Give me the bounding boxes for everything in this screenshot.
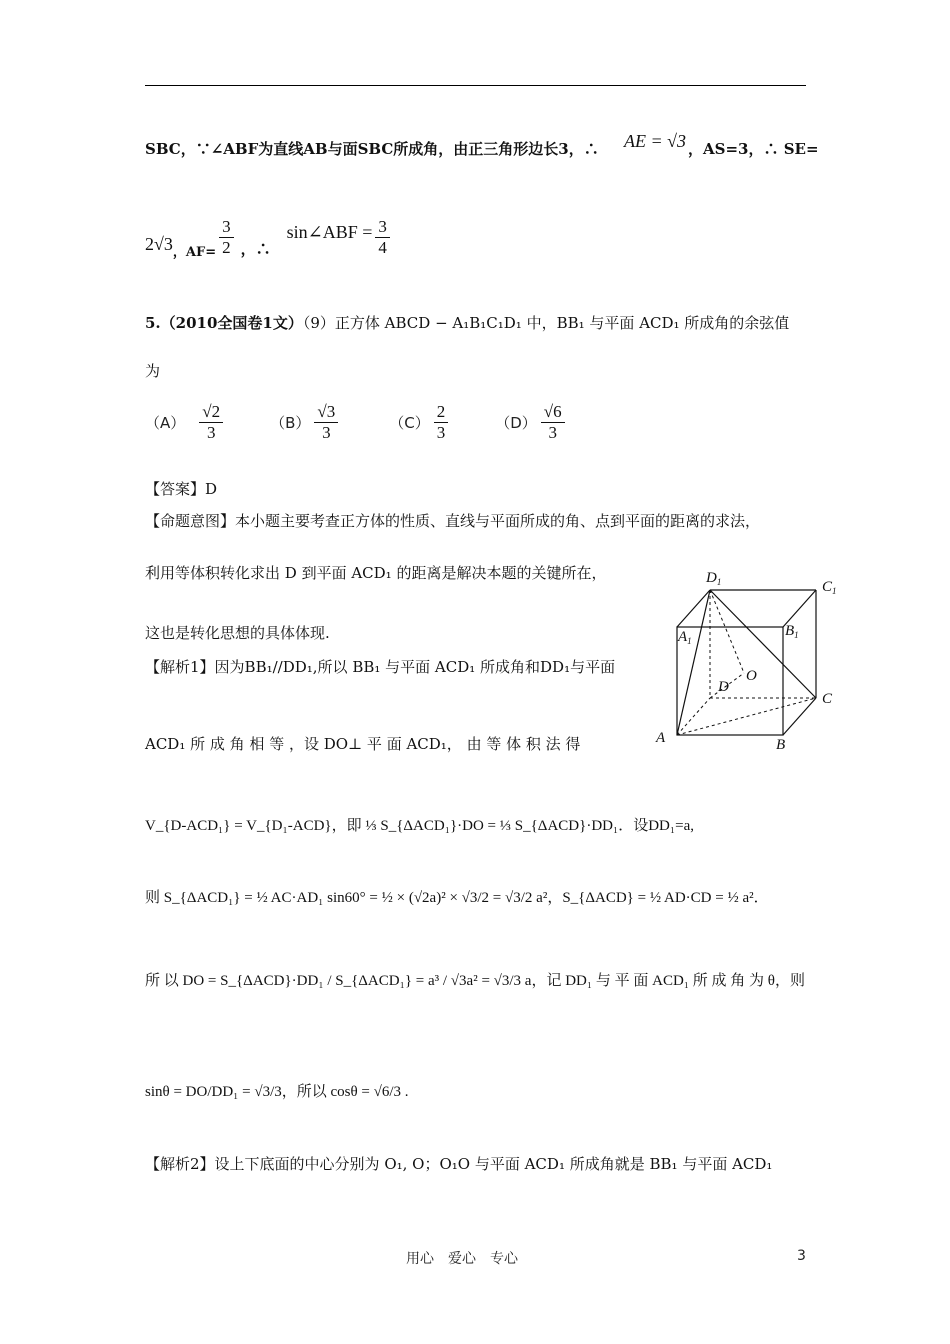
sin-den: 4 (378, 238, 387, 257)
problem-5-text: （9）正方体 ABCD − A₁B₁C₁D₁ 中，BB₁ 与平面 ACD₁ 所成角的余弦值 (302, 314, 790, 332)
edge-cb (783, 698, 816, 735)
label-o: O (746, 668, 757, 684)
problem-5-head: 5.（2010全国卷1文） (145, 314, 303, 332)
label-d1: $D_1$ (706, 570, 722, 587)
option-b-label: （B） (270, 414, 311, 432)
option-a-den: 3 (206, 423, 216, 442)
se-value: 2√3 (145, 234, 173, 254)
option-a-label: （A） (145, 414, 186, 432)
cube-figure (650, 565, 850, 755)
label-b1: $B_1$ (785, 623, 799, 640)
sin-fraction (375, 217, 390, 258)
label-a1: $A_1$ (678, 629, 692, 646)
problem-5 (145, 312, 789, 333)
solution1-line-1: 【解析1】因为BB₁//DD₁,所以 BB₁ 与平面 ACD₁ 所成角和DD₁与平面 (145, 658, 616, 676)
option-d-frac (541, 402, 565, 443)
solution1-line-3: V_{D-ACD₁} = V_{D₁-ACD}，即 ⅓ S_{ΔACD₁}·DO = ⅓ S_{ΔACD}·DD₁．设DD₁=a, (145, 818, 694, 834)
edge-a1d1 (677, 590, 710, 627)
label-a: A (656, 730, 666, 746)
sin-abf: sin∠ABF = (286, 222, 373, 242)
option-d-den: 3 (548, 423, 557, 442)
intent-line-3: 这也是转化思想的具体体现. (145, 624, 330, 642)
option-d-label: （D） (495, 414, 537, 432)
option-b-den: 3 (322, 423, 331, 442)
option-a-frac (199, 402, 223, 443)
option-c-den: 3 (436, 423, 446, 442)
line-d1a (677, 590, 710, 735)
edge-c1b1 (783, 590, 816, 627)
solution1-line-5: 所 以 DO = S_{ΔACD}·DD₁ / S_{ΔACD₁} = a³ / √3a² = √3/3 a，记 DD₁ 与 平 面 ACD₁ 所 成 角 为 θ，则 (145, 973, 805, 989)
hidden-line-ac (677, 698, 816, 735)
intent-line-2: 利用等体积转化求出 D 到平面 ACD₁ 的距离是解决本题的关键所在， (145, 564, 607, 582)
problem-5-text2: 为 (145, 362, 161, 380)
solution1-line-6: sinθ = DO/DD₁ = √3/3，所以 cosθ = √6/3 . (145, 1084, 409, 1100)
therefore: ，∴ (240, 240, 271, 258)
hidden-line-d1o (710, 590, 744, 673)
af-label: ，AF= (172, 245, 217, 260)
cube-front-face (677, 627, 783, 735)
af-fraction (219, 217, 234, 258)
label-c: C (822, 691, 833, 707)
option-c-label: （C） (389, 414, 430, 432)
label-c1: $C_1$ (822, 579, 837, 596)
label-b: B (776, 737, 786, 753)
option-c-frac (434, 402, 449, 443)
options-row (145, 402, 568, 443)
hidden-edge-ad (677, 698, 710, 735)
sin-num: 3 (375, 217, 390, 238)
option-b-num: √3 (314, 402, 338, 423)
option-c-num: 2 (434, 402, 449, 423)
header-rule (145, 85, 806, 86)
option-d-num: √6 (541, 402, 565, 423)
af-num: 3 (219, 217, 234, 238)
intent-line-1: 【命题意图】本小题主要考查正方体的性质、直线与平面所成的角、点到平面的距离的求法， (145, 512, 761, 530)
label-d: D (718, 679, 729, 695)
option-a-num: √2 (199, 402, 223, 423)
solution1-line-4: 则 S_{ΔACD₁} = ½ AC·AD₁ sin60° = ½ × (√2a)² × √3/2 = √3/2 a²，S_{ΔACD} = ½ AD·CD = ½ a²． (145, 890, 769, 906)
solution2: 【解析2】设上下底面的中心分别为 O₁, O；O₁O 与平面 ACD₁ 所成角就是 BB₁ 与平面 ACD₁ (145, 1155, 773, 1173)
line1-mid: ，AS=3，∴ SE= (688, 140, 819, 158)
solution1-line-2: ACD₁ 所 成 角 相 等 ，设 DO⊥ 平 面 ACD₁， 由 等 体 积 法 得 (145, 735, 581, 753)
text-line-2 (145, 215, 393, 260)
text-line-1 (145, 138, 599, 159)
option-b-frac (314, 402, 338, 443)
line1-prefix: SBC，∵∠ABF为直线AB与面SBC所成角，由正三角形边长3，∴ (145, 140, 599, 158)
answer: 【答案】D (145, 480, 218, 498)
footer-center: 用心 爱心 专心 (406, 1251, 518, 1267)
ae-formula: AE = √3 (624, 131, 687, 151)
page-number: 3 (797, 1248, 806, 1264)
af-den: 2 (222, 238, 231, 257)
